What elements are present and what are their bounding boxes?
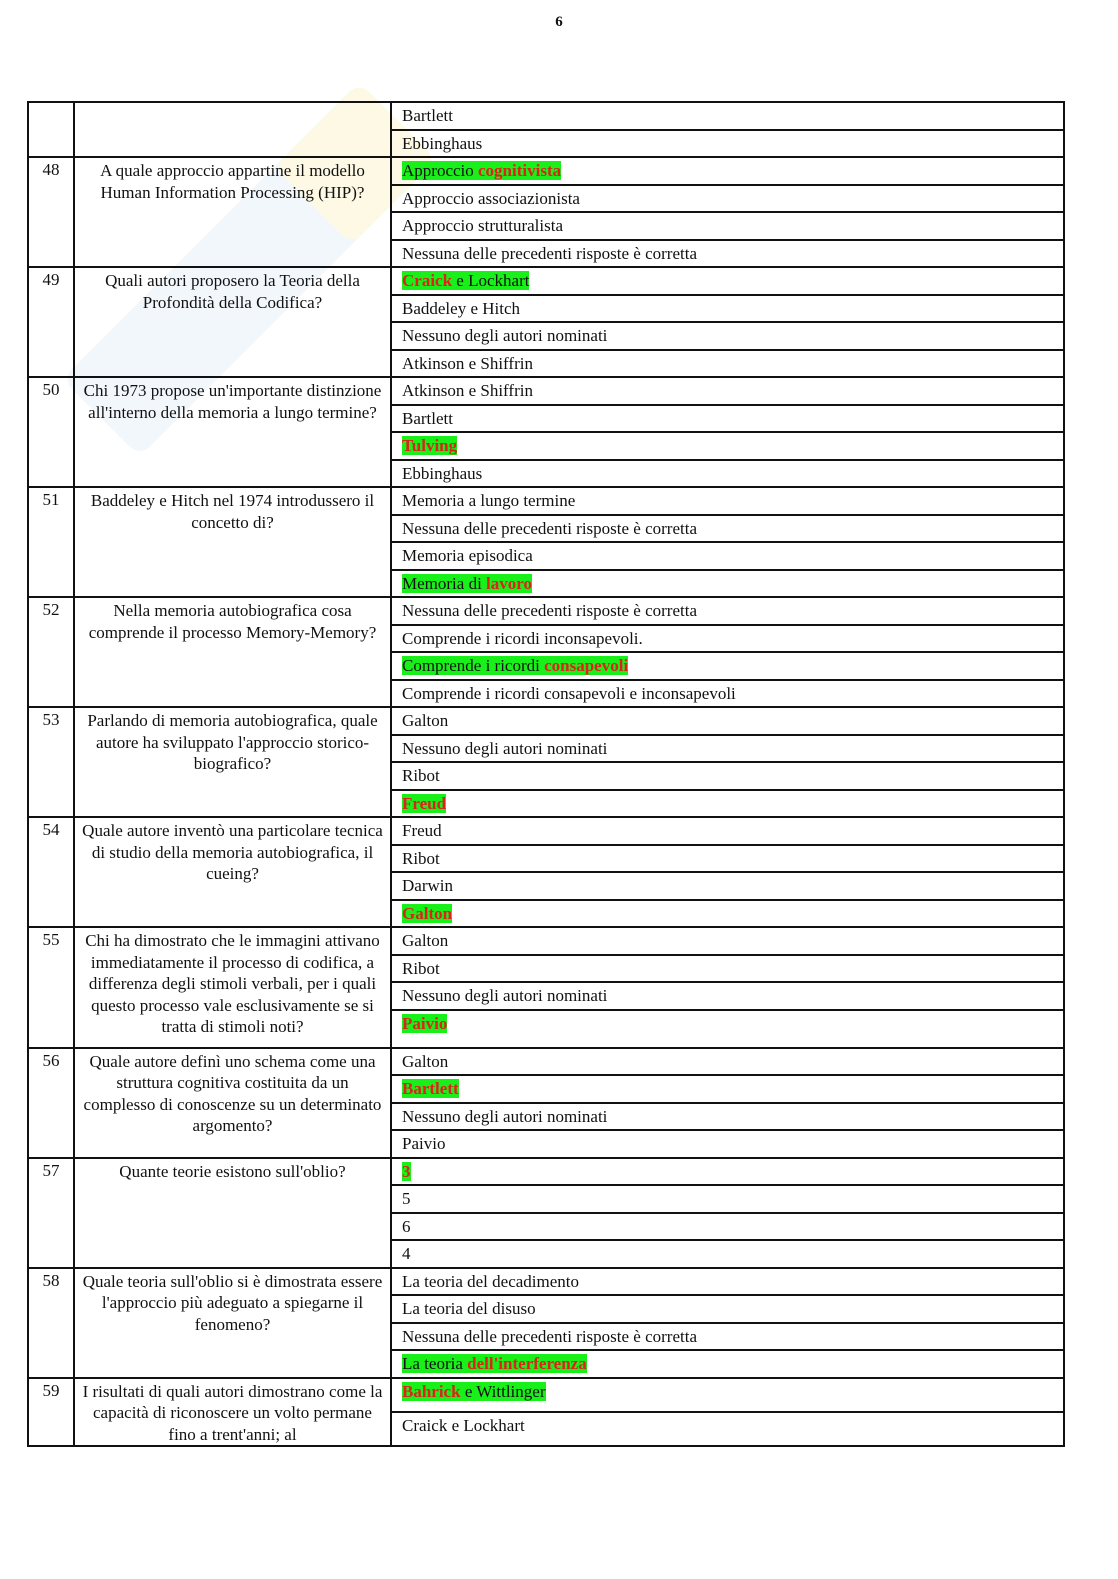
answer-option [391,1412,1064,1446]
answer-option [391,652,1064,680]
answer-text: Ebbinghaus [402,463,483,483]
answer-option [391,982,1064,1010]
question-text: Chi ha dimostrato che le immagini attivano immediatamente il processo di codifica, a differenza degli stimoli verbali, per i quali questo processo vale esclusivamente se si tratta di stimoli noti? [74,927,391,1048]
answer-option [391,295,1064,323]
answer-text: Comprende i ricordi inconsapevoli. [402,628,643,648]
answer-text-correct-highlight: Bahrick [402,1381,461,1401]
answer-text: Galton [402,1051,449,1071]
answer-option [391,955,1064,983]
answer-text: Ribot [402,958,440,978]
answer-text: Nessuno degli autori nominati [402,326,608,345]
answer-option [391,1158,1064,1186]
answer-text: Nessuna delle precedenti risposte è corretta [402,518,698,538]
answer-text-correct-highlight: Freud [402,793,447,813]
question-text: Chi 1973 propose un'importante distinzione all'interno della memoria a lungo termine? [74,377,391,487]
answer-text-correct-highlight: Tulving [402,436,458,455]
answer-option [391,1048,1064,1076]
question-text: I risultati di quali autori dimostrano come la capacità di riconoscere un volto permane fino a trent'anni; al [74,1378,391,1447]
answer-text: Darwin [402,876,453,895]
answer-option [391,1103,1064,1131]
answer-text: Atkinson e Shiffrin [402,353,533,373]
question-text: Quante teorie esistono sull'oblio? [74,1158,391,1268]
answer-text-correct-highlight: Craick [402,271,453,290]
answer-option [391,1323,1064,1351]
question-number: 54 [28,817,74,927]
answer-option [391,790,1064,818]
answer-text: Galton [402,711,449,730]
answer-option [391,1268,1064,1296]
question-number: 49 [28,267,74,377]
answer-text-correct-highlight: Galton [402,903,453,923]
answer-text: Galton [402,931,449,950]
answer-option [391,625,1064,653]
question-text: Quali autori proposero la Teoria della Profondità della Codifica? [74,267,391,377]
answer-text: Ribot [402,848,440,868]
answer-text: Baddeley e Hitch [402,298,521,318]
answer-text: Memoria episodica [402,546,533,565]
answer-option [391,1350,1064,1378]
answer-text: Nessuna delle precedenti risposte è corretta [402,1326,698,1346]
question-number: 58 [28,1268,74,1378]
answer-option [391,240,1064,268]
question-row [28,597,1064,625]
quiz-table [27,101,1065,1447]
question-number: 52 [28,597,74,707]
answer-text: Ribot [402,766,440,785]
answer-option [391,1130,1064,1158]
answer-text: Nessuno degli autori nominati [402,986,608,1005]
answer-option [391,212,1064,240]
answer-option [391,900,1064,928]
question-number: 51 [28,487,74,597]
answer-text: Nessuno degli autori nominati [402,1106,608,1126]
answer-text: Approccio associazionista [402,188,580,208]
answer-text: Nessuna delle precedenti risposte è corretta [402,601,698,620]
answer-option [391,542,1064,570]
question-row [28,1158,1064,1186]
answer-option [391,872,1064,900]
answer-option [391,927,1064,955]
question-row [28,1048,1064,1076]
question-text: Quale autore inventò una particolare tecnica di studio della memoria autobiografica, il cueing? [74,817,391,927]
answer-text: Comprende i ricordi consapevoli e inconsapevoli [402,683,736,703]
answer-text-correct-highlight: Bartlett [402,1079,459,1098]
answer-text-correct-highlight: La teoria [402,1354,468,1373]
question-number: 53 [28,707,74,817]
answer-text: 6 [402,1216,411,1236]
answer-option [391,267,1064,295]
answer-option [391,350,1064,378]
answer-option [391,845,1064,873]
question-row [28,817,1064,845]
answer-option [391,1213,1064,1241]
answer-option [391,1185,1064,1213]
answer-text: Craick e Lockhart [402,1415,525,1435]
answer-text: Bartlett [402,408,453,428]
answer-text: Bartlett [402,106,453,125]
question-text: A quale approccio appartine il modello Human Information Processing (HIP)? [74,157,391,267]
question-row [28,927,1064,955]
question-row [28,267,1064,295]
answer-text: Nessuno degli autori nominati [402,738,608,758]
answer-option [391,460,1064,488]
answer-text-correct-highlight: e Wittlinger [460,1381,546,1401]
answer-text: Nessuna delle precedenti risposte è corretta [402,243,698,263]
question-number: 50 [28,377,74,487]
answer-text: Paivio [402,1134,446,1153]
question-row [28,487,1064,515]
question-row [28,1378,1064,1412]
answer-option [391,515,1064,543]
question-number: 55 [28,927,74,1048]
question-row [28,707,1064,735]
answer-option [391,157,1064,185]
answer-option [391,130,1064,158]
question-number [28,102,74,157]
answer-text-correct-highlight: e Lockhart [452,271,530,290]
answer-option [391,432,1064,460]
answer-text-correct-highlight: lavoro [486,573,533,593]
question-text [74,102,391,157]
question-text: Quale teoria sull'oblio si è dimostrata essere l'approccio più adeguato a spiegarne il fenomeno? [74,1268,391,1378]
question-row [28,157,1064,185]
answer-text-correct-highlight: Approccio [402,161,479,180]
question-text: Parlando di memoria autobiografica, quale autore ha sviluppato l'approccio storico-biografico? [74,707,391,817]
question-number: 59 [28,1378,74,1447]
answer-option [391,377,1064,405]
question-row [28,1268,1064,1296]
answer-text: Atkinson e Shiffrin [402,381,533,400]
answer-option [391,817,1064,845]
answer-option [391,762,1064,790]
answer-option [391,322,1064,350]
answer-text-correct-highlight: 3 [402,1161,411,1181]
answer-option [391,185,1064,213]
answer-text-correct-highlight: dell'interferenza [467,1354,587,1373]
question-text: Quale autore definì uno schema come una struttura cognitiva costituita da un complesso di conoscenze su un determinato argomento? [74,1048,391,1158]
page-number: 6 [555,14,563,30]
answer-text-correct-highlight: Memoria di [402,573,487,593]
answer-text: 5 [402,1189,411,1208]
question-row [28,102,1064,130]
answer-text-correct-highlight: consapevoli [544,656,629,675]
answer-option [391,1075,1064,1103]
answer-option [391,102,1064,130]
answer-option [391,1295,1064,1323]
question-text: Nella memoria autobiografica cosa comprende il processo Memory-Memory? [74,597,391,707]
answer-option [391,680,1064,708]
answer-text: La teoria del decadimento [402,1271,579,1291]
question-text: Baddeley e Hitch nel 1974 introdussero il concetto di? [74,487,391,597]
question-number: 56 [28,1048,74,1158]
question-number: 57 [28,1158,74,1268]
answer-text: Ebbinghaus [402,133,483,153]
answer-option [391,597,1064,625]
answer-option [391,1240,1064,1268]
answer-text: Memoria a lungo termine [402,491,576,510]
answer-option [391,1378,1064,1412]
answer-text: Approccio strutturalista [402,216,563,235]
answer-text-correct-highlight: Paivio [402,1013,448,1033]
answer-text: La teoria del disuso [402,1299,536,1318]
answer-option [391,1010,1064,1048]
answer-text-correct-highlight: cognitivista [478,161,562,180]
answer-text: 4 [402,1244,411,1263]
answer-option [391,735,1064,763]
question-number: 48 [28,157,74,267]
question-row [28,377,1064,405]
answer-text: Freud [402,821,442,840]
answer-option [391,487,1064,515]
answer-option [391,707,1064,735]
answer-text-correct-highlight: Comprende i ricordi [402,656,545,675]
answer-option [391,405,1064,433]
answer-option [391,570,1064,598]
